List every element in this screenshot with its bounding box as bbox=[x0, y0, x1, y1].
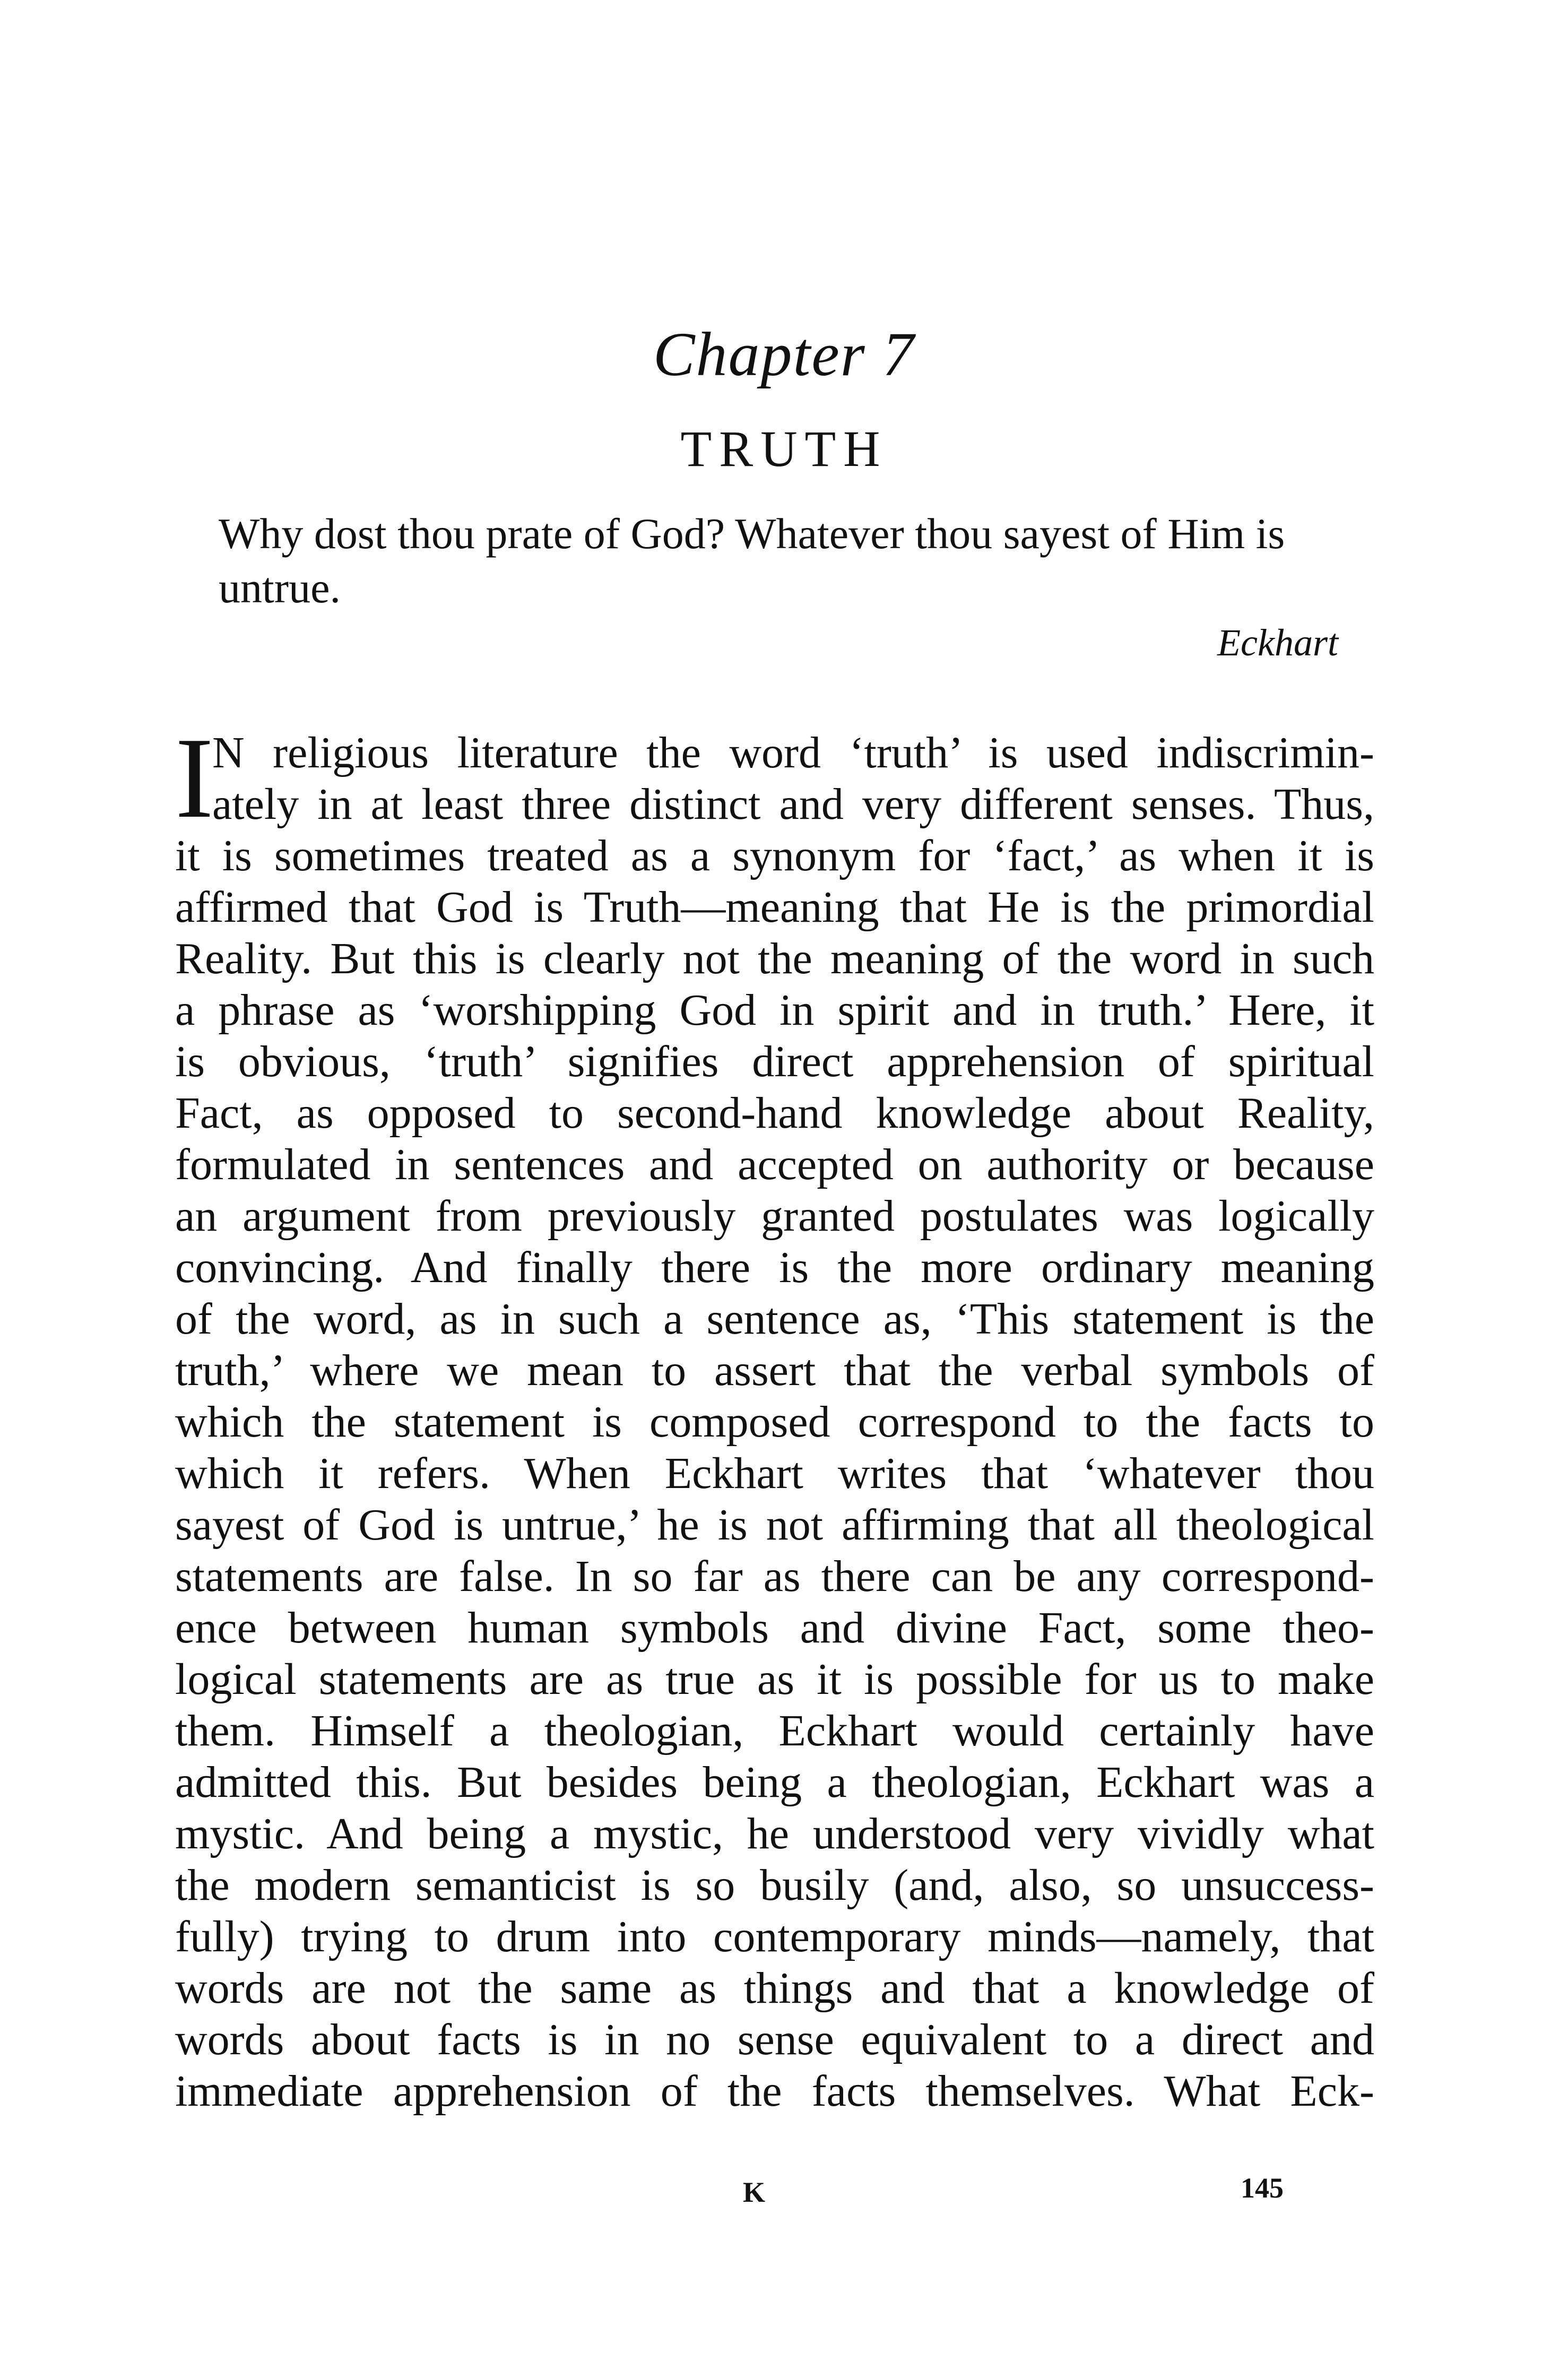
text-line: a phrase as ‘worshipping God in spirit and in truth.’ Here, it bbox=[175, 985, 1374, 1035]
text-line: fully) trying to drum into contemporary minds—namely, that bbox=[175, 1912, 1374, 1961]
page-number: 145 bbox=[1241, 2172, 1284, 2204]
drop-cap: I bbox=[175, 714, 214, 842]
text-line: ately in at least three distinct and very different senses. Thus, bbox=[212, 780, 1374, 829]
text-line: is obvious, ‘truth’ signifies direct apprehension of spiritual bbox=[175, 1037, 1374, 1086]
text-line: ence between human symbols and divine Fact, some theo- bbox=[175, 1603, 1374, 1653]
text-line: of the word, as in such a sentence as, ‘This statement is the bbox=[175, 1294, 1374, 1344]
text-line: the modern semanticist is so busily (and, also, so unsuccess- bbox=[175, 1861, 1374, 1910]
text-line: affirmed that God is Truth—meaning that He is the primordial bbox=[175, 883, 1374, 932]
signature-mark: K bbox=[743, 2176, 766, 2208]
text-line: Reality. But this is clearly not the meaning of the word in such bbox=[175, 934, 1374, 983]
text-line: words are not the same as things and that a knowledge of bbox=[175, 1964, 1374, 2013]
text-line: sayest of God is untrue,’ he is not affirming that all theological bbox=[175, 1500, 1374, 1550]
text-line: statements are false. In so far as there can be any correspond- bbox=[175, 1552, 1374, 1601]
text-line: an argument from previously granted postulates was logically bbox=[175, 1191, 1374, 1241]
text-line: truth,’ where we mean to assert that the verbal symbols of bbox=[175, 1346, 1374, 1395]
text-line: which the statement is composed correspond to the facts to bbox=[175, 1397, 1374, 1447]
text-line: convincing. And finally there is the more ordinary meaning bbox=[175, 1243, 1374, 1292]
text-line: them. Himself a theologian, Eckhart would certainly have bbox=[175, 1706, 1374, 1755]
text-line: which it refers. When Eckhart writes that ‘whatever thou bbox=[175, 1449, 1374, 1498]
text-line: N religious literature the word ‘truth’ is used indiscrimin- bbox=[212, 728, 1374, 777]
text-line: immediate apprehension of the facts themselves. What Eck- bbox=[175, 2066, 1374, 2116]
body-paragraph bbox=[175, 714, 1374, 2117]
text-line: logical statements are as true as it is possible for us to make bbox=[175, 1655, 1374, 1704]
text-line: admitted this. But besides being a theologian, Eckhart was a bbox=[175, 1758, 1374, 1807]
text-line: formulated in sentences and accepted on authority or because bbox=[175, 1140, 1374, 1189]
epigraph-quote: Why dost thou prate of God? Whatever thou sayest of Him is untrue. bbox=[219, 509, 1285, 612]
text-line: words about facts is in no sense equivalent to a direct and bbox=[175, 2015, 1374, 2064]
text-line: Fact, as opposed to second-hand knowledge about Reality, bbox=[175, 1088, 1374, 1138]
text-line: it is sometimes treated as a synonym for ‘fact,’ as when it is bbox=[175, 831, 1374, 880]
chapter-title: TRUTH bbox=[680, 420, 888, 477]
chapter-number: Chapter 7 bbox=[653, 319, 915, 389]
text-line: mystic. And being a mystic, he understood very vividly what bbox=[175, 1809, 1374, 1858]
epigraph-author: Eckhart bbox=[1217, 621, 1338, 664]
